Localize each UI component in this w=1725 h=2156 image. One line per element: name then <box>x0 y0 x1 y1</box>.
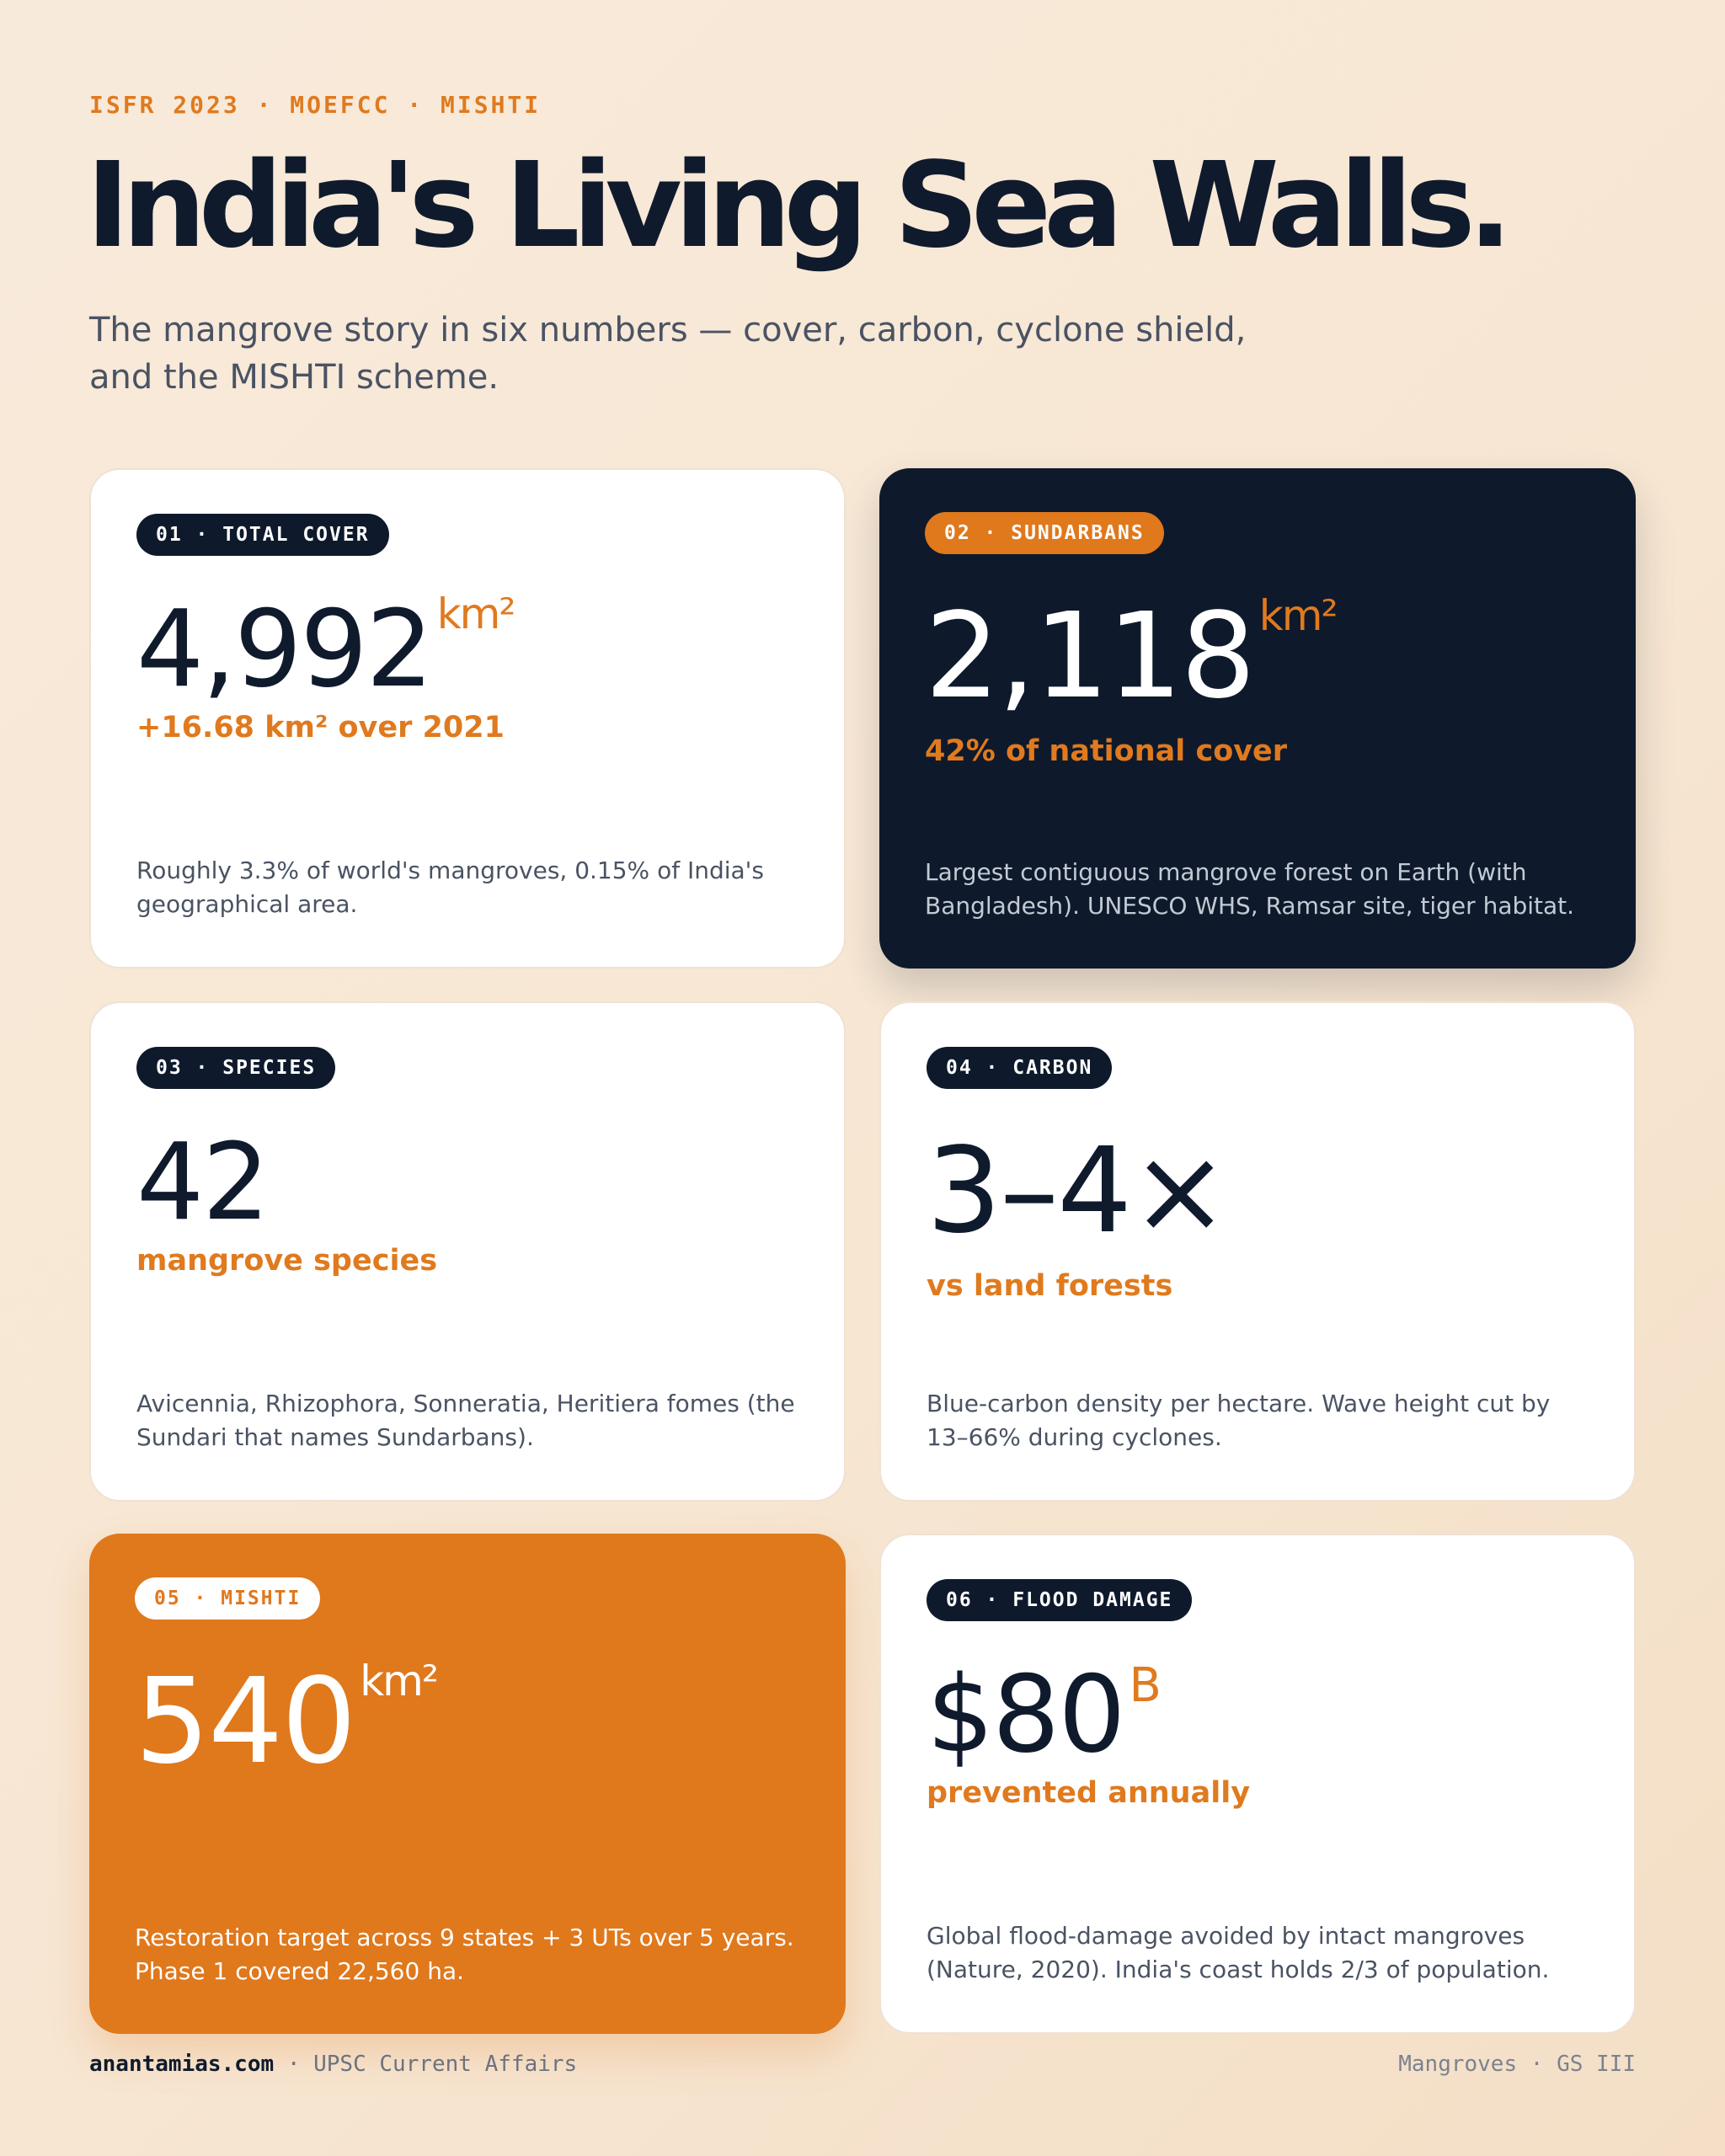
footer-site-link[interactable]: anantamias.com <box>89 2052 275 2077</box>
card-sundarbans <box>879 468 1636 969</box>
stat-unit: B <box>1129 1658 1160 1713</box>
footer-topic: Mangroves · GS III <box>1398 2052 1636 2077</box>
card-tag: 02 · SUNDARBANS <box>925 512 1164 554</box>
stat-row <box>136 587 515 711</box>
stat-caption: 42% of national cover <box>925 734 1288 768</box>
stat-row <box>136 1120 269 1244</box>
footer-section: UPSC Current Affairs <box>313 2052 578 2077</box>
card-tag: 01 · TOTAL COVER <box>136 514 389 556</box>
card-description: Blue-carbon density per hectare. Wave height cut by 13–66% during cyclones. <box>927 1390 1551 1451</box>
card-description: Largest contiguous mangrove forest on Earth (with Bangladesh). UNESCO WHS, Ramsar site, tiger habitat. <box>925 858 1575 920</box>
stat-unit: km² <box>360 1657 437 1705</box>
stat-caption: +16.68 km² over 2021 <box>136 711 505 744</box>
footer-separator: · <box>286 2052 301 2077</box>
stat-value: 42 <box>136 1120 269 1244</box>
stat-row <box>135 1653 437 1790</box>
stat-value: 2,118 <box>925 588 1254 725</box>
stat-caption: vs land forests <box>927 1269 1173 1303</box>
card-description: Roughly 3.3% of world's mangroves, 0.15% of India's geographical area. <box>136 857 764 918</box>
card-species <box>89 1001 846 1502</box>
stat-row <box>925 588 1337 725</box>
stat-unit: km² <box>436 590 515 638</box>
stat-row <box>927 1652 1160 1776</box>
page-title: India's Living Sea Walls. <box>86 137 1505 275</box>
stat-row <box>927 1123 1228 1260</box>
footer <box>89 2052 1636 2077</box>
card-total-cover <box>89 468 846 969</box>
stat-value: $80 <box>927 1652 1124 1776</box>
card-tag: 03 · SPECIES <box>136 1047 335 1089</box>
card-description: Global flood-damage avoided by intact mangroves (Nature, 2020). India's coast holds 2/3 of population. <box>927 1922 1550 1983</box>
stat-caption: mangrove species <box>136 1244 438 1278</box>
source-kicker: ISFR 2023 · MOEFCC · MISHTI <box>89 91 542 119</box>
card-flood-damage <box>879 1534 1636 2034</box>
card-carbon <box>879 1001 1636 1502</box>
card-description: Restoration target across 9 states + 3 UTs over 5 years. Phase 1 covered 22,560 ha. <box>135 1924 794 1985</box>
stat-value: 540 <box>135 1653 355 1790</box>
page-subtitle: The mangrove story in six numbers — cover, carbon, cyclone shield, and the MISHTI scheme. <box>89 311 1247 397</box>
card-tag: 04 · CARBON <box>927 1047 1112 1089</box>
stat-value: 4,992 <box>136 587 432 711</box>
stat-caption: prevented annually <box>927 1776 1251 1810</box>
stat-unit: km² <box>1258 591 1337 640</box>
card-tag: 06 · FLOOD DAMAGE <box>927 1579 1192 1621</box>
card-tag: 05 · MISHTI <box>135 1577 320 1620</box>
stat-value: 3–4× <box>927 1123 1228 1260</box>
card-mishti <box>89 1534 846 2034</box>
card-description: Avicennia, Rhizophora, Sonneratia, Heritiera fomes (the Sundari that names Sundarbans). <box>136 1390 795 1451</box>
